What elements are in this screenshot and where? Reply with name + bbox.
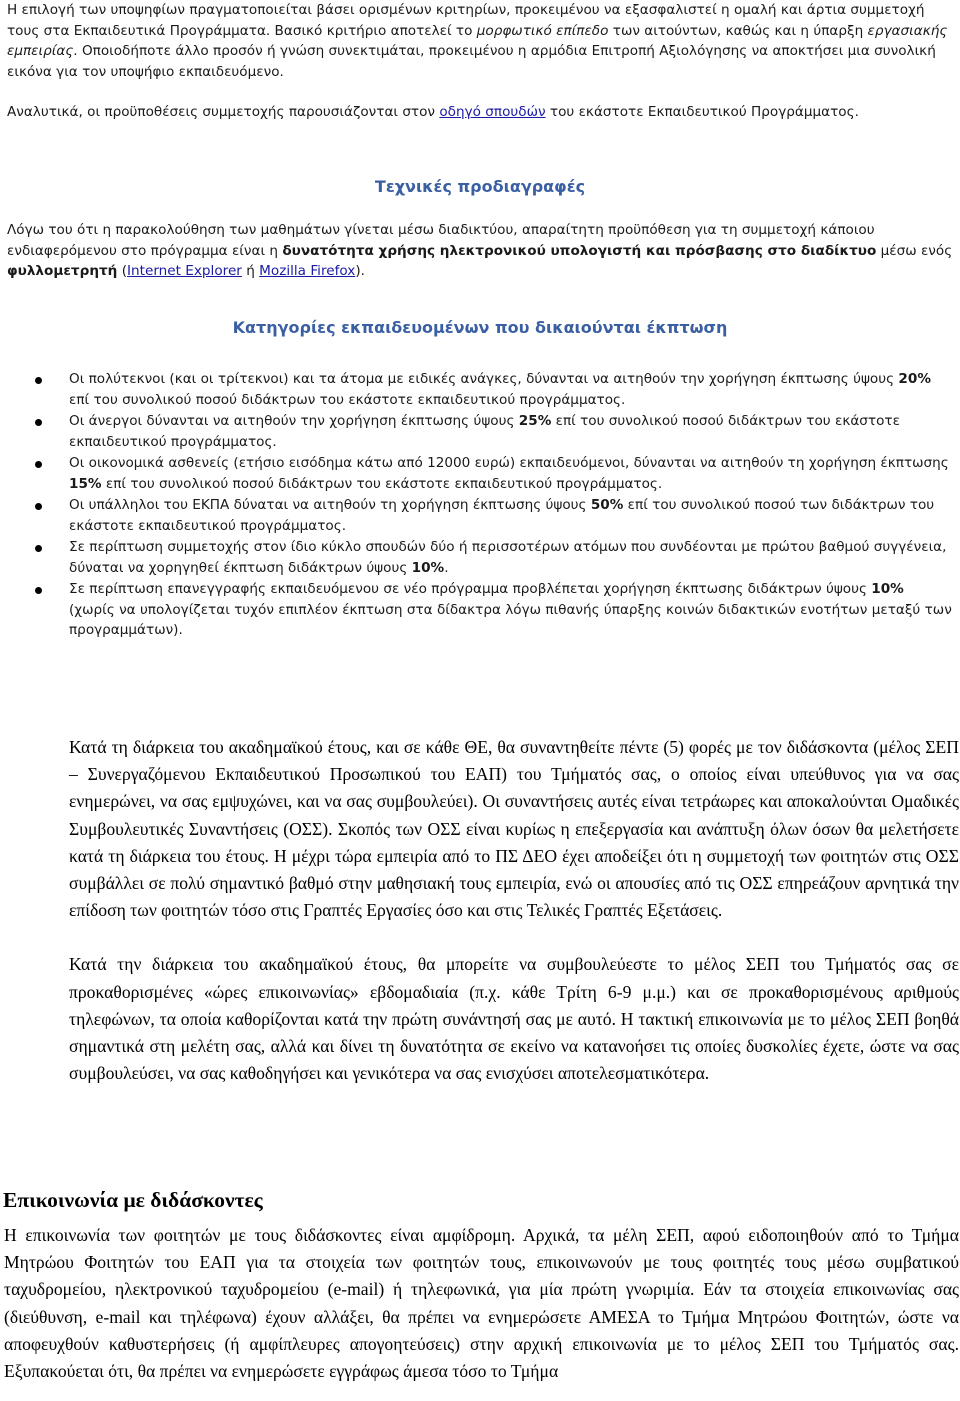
intro-text: . Οποιοδήποτε άλλο προσόν ή γνώση συνεκτιμάται, προκειμένου η αρμόδια Επιτροπή Αξιολόγησης να αποκτήσει μια συνολική εικόνα για τον υποψήφιο εκπαιδευόμενο. [7,43,936,80]
requirements-text: του εκάστοτε Εκπαιδευτικού Προγράμματος. [545,104,859,120]
list-item-text: επί του συνολικού ποσού διδάκτρων του εκάστοτε εκπαιδευτικού προγράμματος. [69,391,626,408]
discount-categories-heading: Κατηγορίες εκπαιδευομένων που δικαιούνται έκπτωση [232,318,728,337]
tech-text: ). [355,263,365,279]
list-item [0,537,960,578]
list-item-text: Οι άνεργοι δύνανται να αιτηθούν την χορήγηση έκπτωσης ύψους [69,413,519,429]
communication-paragraph: Η επικοινωνία των φοιτητών με τους διδάσκοντες είναι αμφίδρομη. Αρχικά, τα μέλη ΣΕΠ, αφού ειδοποιηθούν από το Τμήμα Μητρώου Φοιτητών του ΕΑΠ για τα στοιχεία των φοιτητών τους, επικοινωνούν με τους φοιτητές τους μέσω συμβατικού ταχυδρομείου, ηλεκτρονικού ταχυδρομείου (e-mail) ή τηλεφωνικά, για μία πρώτη γνωριμία. Εάν τα στοιχεία επικοινωνίας σας (διεύθυνση, e-mail και τηλέφωνα) έχουν αλλάξει, θα πρέπει να ενημερώσετε ΑΜΕΣΑ το Τμήμα Μητρώου Φοιτητών, ώστε να αποφευχθούν καθυστερήσεις (ή αμφίπλευρες απογοητεύσεις) στην αρχική επικοινωνία με το μέλος ΣΕΠ του Τμήματός σας. Εξυπακούεται ότι, θα πρέπει να ενημερώσετε εγγράφως άμεσα τόσο το Τμήμα [4,1225,959,1382]
intro-text: Η επιλογή των υποψηφίων πραγματοποιείται βάσει ορισμένων κριτηρίων, προκειμένου να εξασφαλιστεί η ομαλή και άρτια συμμετοχή τους στα Εκπαιδευτικά Προγράμματα. Βασικό κριτήριο αποτελεί το [7,2,925,39]
list-item-text: επί του συνολικού ποσού διδάκτρων του εκάστοτε εκπαιδευτικού προγράμματος. [69,413,900,450]
list-item-text: επί του συνολικού ποσού διδάκτρων του εκάστοτε εκπαιδευτικού προγράμματος. [101,475,663,492]
discount-percentage: 10% [411,559,445,576]
list-item-text: (χωρίς να υπολογίζεται τυχόν επιπλέον έκπτωση στα δίδακτρα λόγω πιθανής ύπαρξης κοινών διδακτικών ενοτήτων μεταξύ των προγραμμάτων). [69,601,952,638]
list-item-text: . [444,559,449,576]
list-item-text: Οι οικονομικά ασθενείς (ετήσιο εισόδημα κάτω από 12000 ευρώ) εκπαιδευόμενοι, δύνανται να αιτηθούν τη χορήγηση έκπτωσης [69,455,949,471]
bullet-icon [35,461,42,468]
bullet-icon [35,377,42,384]
tech-bold-requirement: δυνατότητα χρήσης ηλεκτρονικού υπολογιστή και πρόσβασης στο διαδίκτυο [282,242,877,259]
tutor-meetings-section [69,734,959,1087]
discount-percentage: 10% [871,581,904,597]
intro-emphasis-education: μορφωτικό επίπεδο [476,22,609,39]
bullet-icon [35,503,42,510]
bullet-icon [35,419,42,426]
tech-specs-heading: Τεχνικές προδιαγραφές [374,177,586,196]
tutor-meetings-paragraph: Κατά τη διάρκεια του ακαδημαϊκού έτους, και σε κάθε ΘΕ, θα συναντηθείτε πέντε (5) φορές με τον διδάσκοντα (μέλος ΣΕΠ – Συνεργαζόμενου Εκπαιδευτικού Προσωπικού του ΕΑΠ) του Τμήματός σας, ο οποίος είναι υπεύθυνος για να σας ενημερώνει, να σας εμψυχώνει, και να σας συμβουλεύει). Οι συναντήσεις αυτές είναι τετράωρες και αποκαλούνται Ομαδικές Συμβουλευτικές Συναντήσεις (ΟΣΣ). Σκοπός των ΟΣΣ είναι κυρίως η επεξεργασία και ανάπτυξη όλων όσων θα μελετήσετε κατά τη διάρκεια του έτους. Η μέχρι τώρα εμπειρία από το ΠΣ ΔΕΟ έχει αποδείξει ότι η συμμετοχή των φοιτητών στις ΟΣΣ συμβάλλει σε πολύ σημαντικό βαθμό στην μαθησιακή τους εμπειρία, ενώ οι απουσίες από τις ΟΣΣ επηρεάζουν αρνητικά την επίδοση των φοιτητών τόσο στις Γραπτές Εργασίες όσο και στις Τελικές Γραπτές Εξετάσεις. [69,737,959,921]
list-item [0,411,960,452]
bullet-icon [35,587,42,594]
discount-percentage: 15% [69,475,102,492]
mozilla-firefox-link[interactable]: Mozilla Firefox [259,263,356,279]
list-item [0,453,960,494]
discount-percentage: 25% [518,413,552,429]
tech-specs-section [7,220,955,282]
internet-explorer-link[interactable]: Internet Explorer [127,263,242,279]
list-item [0,579,960,641]
requirements-paragraph [7,102,955,123]
discount-percentage: 20% [898,371,931,387]
intro-paragraph [7,0,955,82]
list-item-text: Σε περίπτωση συμμετοχής στον ίδιο κύκλο σπουδών δύο ή περισσοτέρων ατόμων που συνδέονται με πρώτου βαθμού συγγένεια, δύναται να χορηγηθεί έκπτωση διδάκτρων ύψους [69,539,947,576]
discount-percentage: 50% [590,497,624,513]
requirements-text: Αναλυτικά, οι προϋποθέσεις συμμετοχής παρουσιάζονται στον [7,104,440,120]
list-item-text: Σε περίπτωση επανεγγραφής εκπαιδευόμενου σε νέο πρόγραμμα προβλέπεται χορήγηση έκπτωσης διδάκτρων ύψους [69,581,872,597]
list-item-text: Οι υπάλληλοι του ΕΚΠΑ δύναται να αιτηθούν τη χορήγηση έκπτωσης ύψους [69,497,591,513]
list-item-text: Οι πολύτεκνοι (και οι τρίτεκνοι) και τα άτομα με ειδικές ανάγκες, δύνανται να αιτηθούν την χορήγηση έκπτωσης ύψους [69,371,899,387]
list-item [0,495,960,536]
discount-list [0,369,960,642]
study-guide-link[interactable]: οδηγό σπουδών [439,104,546,120]
requirements-section [7,102,955,123]
tech-specs-paragraph [7,220,955,282]
list-item [0,369,960,410]
communication-section [4,1222,959,1385]
tech-bold-browser: φυλλομετρητή [7,263,118,279]
list-item-text: επί του συνολικού ποσού των διδάκτρων του εκάστοτε εκπαιδευτικού προγράμματος. [69,497,935,534]
communication-heading: Επικοινωνία με διδάσκοντες [3,1188,263,1212]
bullet-icon [35,545,42,552]
intro-section [7,0,955,82]
tech-text: ( [117,263,127,279]
tech-text: μέσω ενός [876,242,953,259]
tech-text: ή [241,263,260,279]
tech-text: Λόγω του ότι η παρακολούθηση των μαθημάτων γίνεται μέσω διαδικτύου, απαραίτητη προϋπόθεση για τη συμμετοχή κάποιου ενδιαφερόμενου στο πρόγραμμα είναι η [7,222,875,259]
tutor-office-hours-paragraph: Κατά την διάρκεια του ακαδημαϊκού έτους, θα μπορείτε να συμβουλεύεστε το μέλος ΣΕΠ του Τμήματός σας σε προκαθορισμένες «ώρες επικοινωνίας» εβδομαδιαία (π.χ. κάθε Τρίτη 6-9 μ.μ.) και σε προκαθορισμένους αριθμούς τηλεφώνων, τα οποία καθορίζονται κατά την πρώτη συνάντησή σας με αυτό. Η τακτική επικοινωνία με το μέλος ΣΕΠ βοηθά σημαντικά στη μελέτη σας, αλλά και δίνει τη δυνατότητα σε εκείνο να κατανοήσει τις οποίες δυσκολίες έχετε, ώστε να σας συμβουλεύσει, να σας καθοδηγήσει και γενικότερα να σας ενισχύσει αποτελεσματικότερα. [69,954,959,1084]
intro-text: των αιτούντων, καθώς και η ύπαρξη [608,22,868,39]
intro-emphasis-experience: εργασιακής εμπειρίας [7,22,948,59]
